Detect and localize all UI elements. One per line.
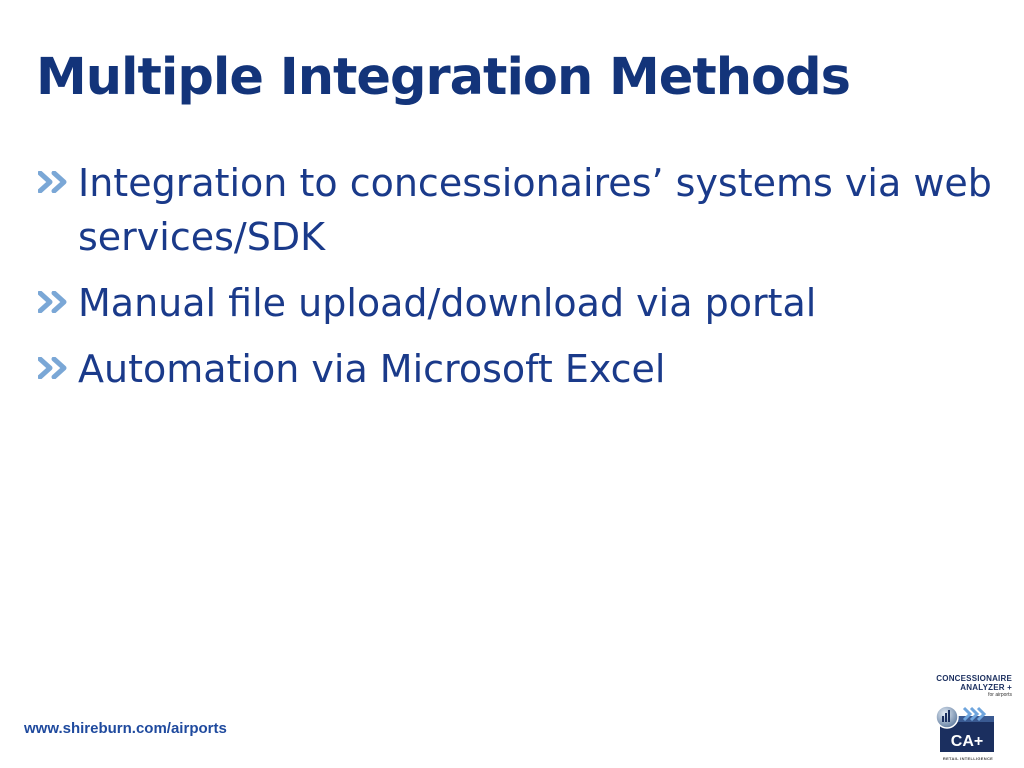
bullet-item: [38, 342, 998, 396]
slide-title: Multiple Integration Methods: [36, 48, 850, 107]
bullet-text: Integration to concessionaires’ systems via web services/SDK: [78, 161, 992, 259]
ca-plus-logo: [922, 672, 1012, 764]
footer-url[interactable]: www.shireburn.com/airports: [24, 720, 227, 737]
bullet-text: Manual file upload/download via portal: [78, 281, 817, 325]
double-chevron-right-icon: [38, 171, 74, 193]
logo-subtitle: for airports: [988, 692, 1012, 698]
logo-tagline: RETAIL INTELLIGENCE: [942, 756, 994, 761]
bullet-item: [38, 156, 998, 264]
logo-title-line1: CONCESSIONAIRE: [936, 674, 1012, 683]
double-chevron-right-icon: [38, 291, 74, 313]
bullet-item: [38, 276, 998, 330]
logo-title-line2: ANALYZER +: [960, 683, 1012, 692]
bullet-list: [38, 156, 998, 408]
double-chevron-right-icon: [38, 357, 74, 379]
bullet-text: Automation via Microsoft Excel: [78, 347, 666, 391]
logo-mark-text: CA+: [950, 733, 984, 750]
logo-mark-icon: [934, 702, 998, 754]
